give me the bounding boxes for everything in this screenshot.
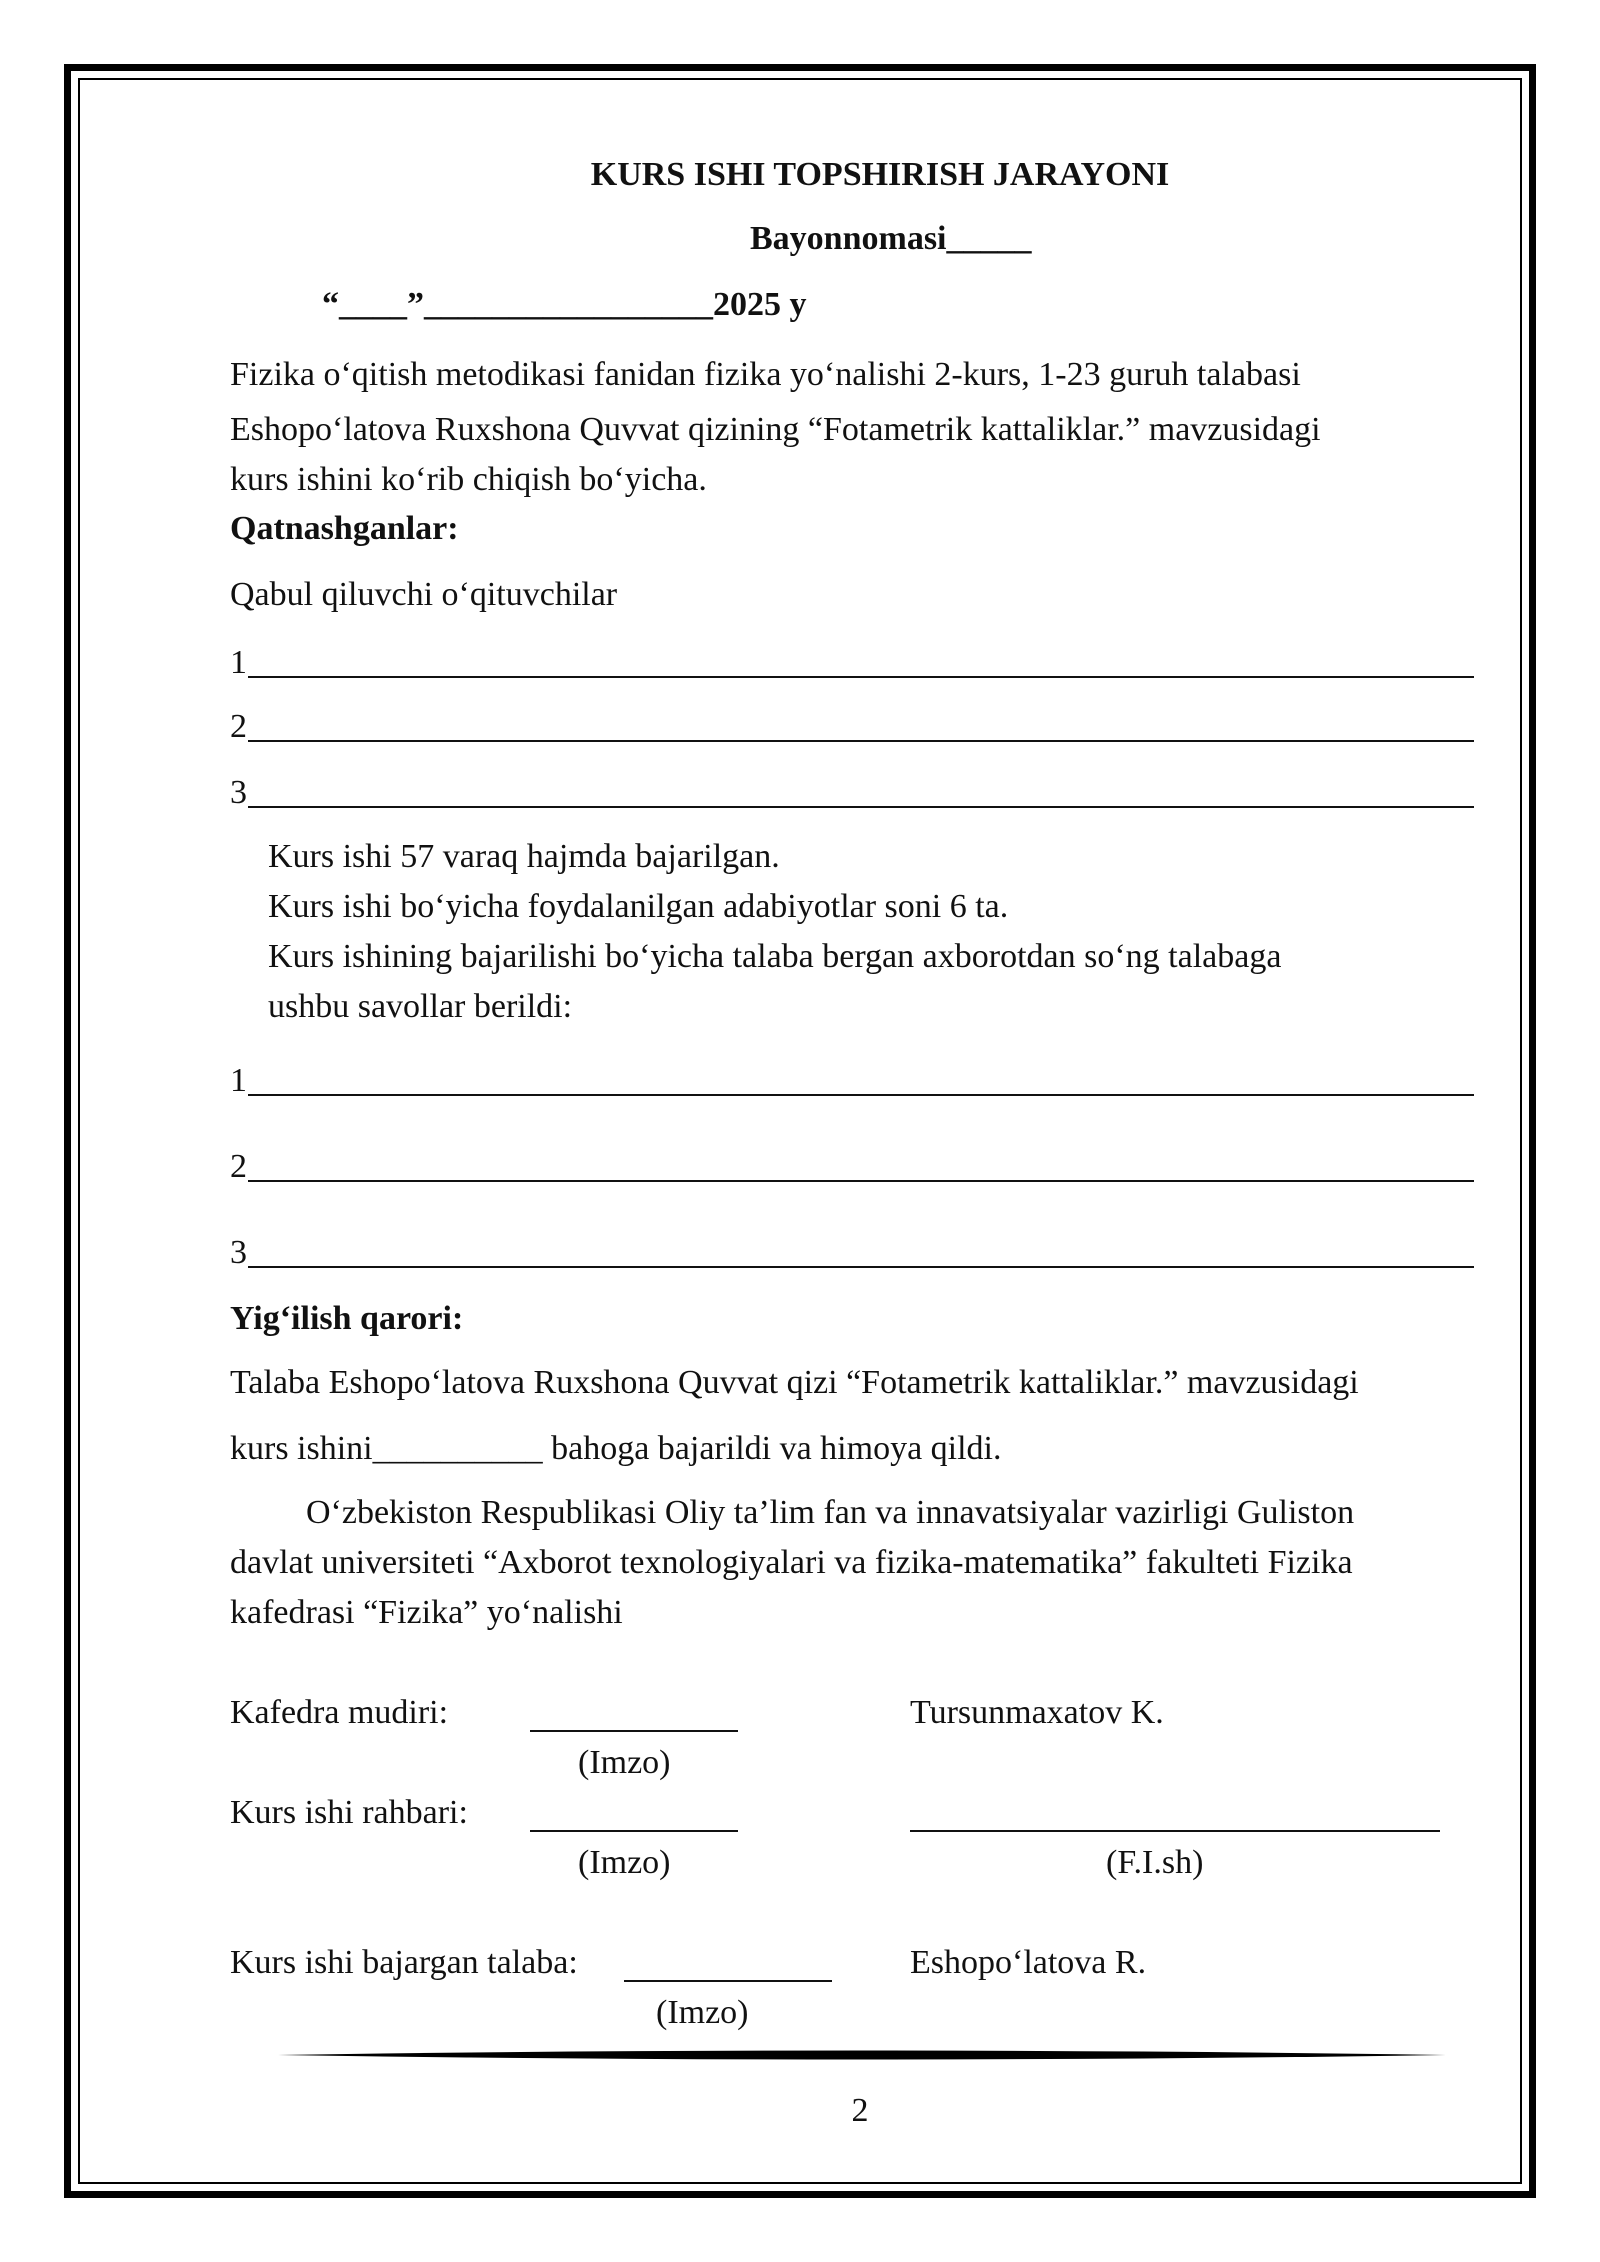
supervisor-label: Kurs ishi rahbari: (230, 1794, 468, 1831)
examiner-number: 3 (230, 774, 247, 811)
examiner-number: 1 (230, 644, 247, 681)
blank-line (248, 740, 1474, 742)
question-line-3[interactable] (230, 1230, 1474, 1270)
question-line-1[interactable] (230, 1058, 1474, 1098)
decorative-divider (278, 2048, 1446, 2062)
page-number: 2 (851, 2092, 869, 2129)
head-name: Tursunmaxatov K. (910, 1694, 1164, 1731)
examiner-number: 2 (230, 708, 247, 745)
intro-line-1: Fizika o‘qitish metodikasi fanidan fizika yo‘nalishi 2-kurs, 1-23 guruh talabasi (230, 356, 1301, 393)
blank-line (248, 1266, 1474, 1268)
info-line-1: Kurs ishi 57 varaq hajmda bajarilgan. (268, 838, 780, 875)
supervisor-imzo-caption: (Imzo) (578, 1844, 671, 1881)
supervisor-fish-caption: (F.I.sh) (1106, 1844, 1204, 1881)
info-line-3: Kurs ishining bajarilishi bo‘yicha talaba bergan axborotdan so‘ng talabaga (268, 938, 1282, 975)
student-imzo-caption: (Imzo) (656, 1994, 749, 2031)
supervisor-name-line[interactable] (910, 1830, 1440, 1832)
question-number: 3 (230, 1234, 247, 1271)
institution-line-2: davlat universiteti “Axborot texnologiyalari va fizika-matematika” fakulteti Fizika (230, 1544, 1353, 1581)
institution-line-3: kafedrasi “Fizika” yo‘nalishi (230, 1594, 623, 1631)
student-name: Eshopo‘latova R. (910, 1944, 1147, 1981)
question-number: 2 (230, 1148, 247, 1185)
decision-heading: Yig‘ilish qarori: (230, 1300, 464, 1337)
student-signature-line[interactable] (624, 1980, 832, 1982)
participants-heading: Qatnashganlar: (230, 510, 459, 547)
blank-line (248, 676, 1474, 678)
document-title: KURS ISHI TOPSHIRISH JARAYONI (590, 156, 1170, 193)
head-signature-line[interactable] (530, 1730, 738, 1732)
date-line: “____”_________________2025 y (322, 286, 807, 323)
institution-line-1: O‘zbekiston Respublikasi Oliy ta’lim fan va innavatsiyalar vazirligi Guliston (306, 1494, 1355, 1531)
intro-line-2: Eshopo‘latova Ruxshona Quvvat qizining “Fotametrik kattaliklar.” mavzusidagi (230, 411, 1321, 448)
info-line-2: Kurs ishi bo‘yicha foydalanilgan adabiyotlar soni 6 ta. (268, 888, 1009, 925)
decision-line-2: kurs ishini__________ bahoga bajarildi va himoya qildi. (230, 1430, 1002, 1467)
question-number: 1 (230, 1062, 247, 1099)
info-line-4: ushbu savollar berildi: (268, 988, 573, 1025)
examiner-line-1[interactable] (230, 640, 1474, 680)
decision-line-1: Talaba Eshopo‘latova Ruxshona Quvvat qizi “Fotametrik kattaliklar.” mavzusidagi (230, 1364, 1359, 1401)
blank-line (248, 806, 1474, 808)
intro-line-3: kurs ishini ko‘rib chiqish bo‘yicha. (230, 461, 707, 498)
head-imzo-caption: (Imzo) (578, 1744, 671, 1781)
document-subtitle: Bayonnomasi_____ (750, 220, 1032, 257)
head-label: Kafedra mudiri: (230, 1694, 449, 1731)
blank-line (248, 1180, 1474, 1182)
question-line-2[interactable] (230, 1144, 1474, 1184)
examiner-line-3[interactable] (230, 770, 1474, 810)
student-label: Kurs ishi bajargan talaba: (230, 1944, 578, 1981)
examiners-label: Qabul qiluvchi o‘qituvchilar (230, 576, 618, 613)
page-border-inner (78, 78, 1522, 2184)
examiner-line-2[interactable] (230, 704, 1474, 744)
blank-line (248, 1094, 1474, 1096)
supervisor-signature-line[interactable] (530, 1830, 738, 1832)
